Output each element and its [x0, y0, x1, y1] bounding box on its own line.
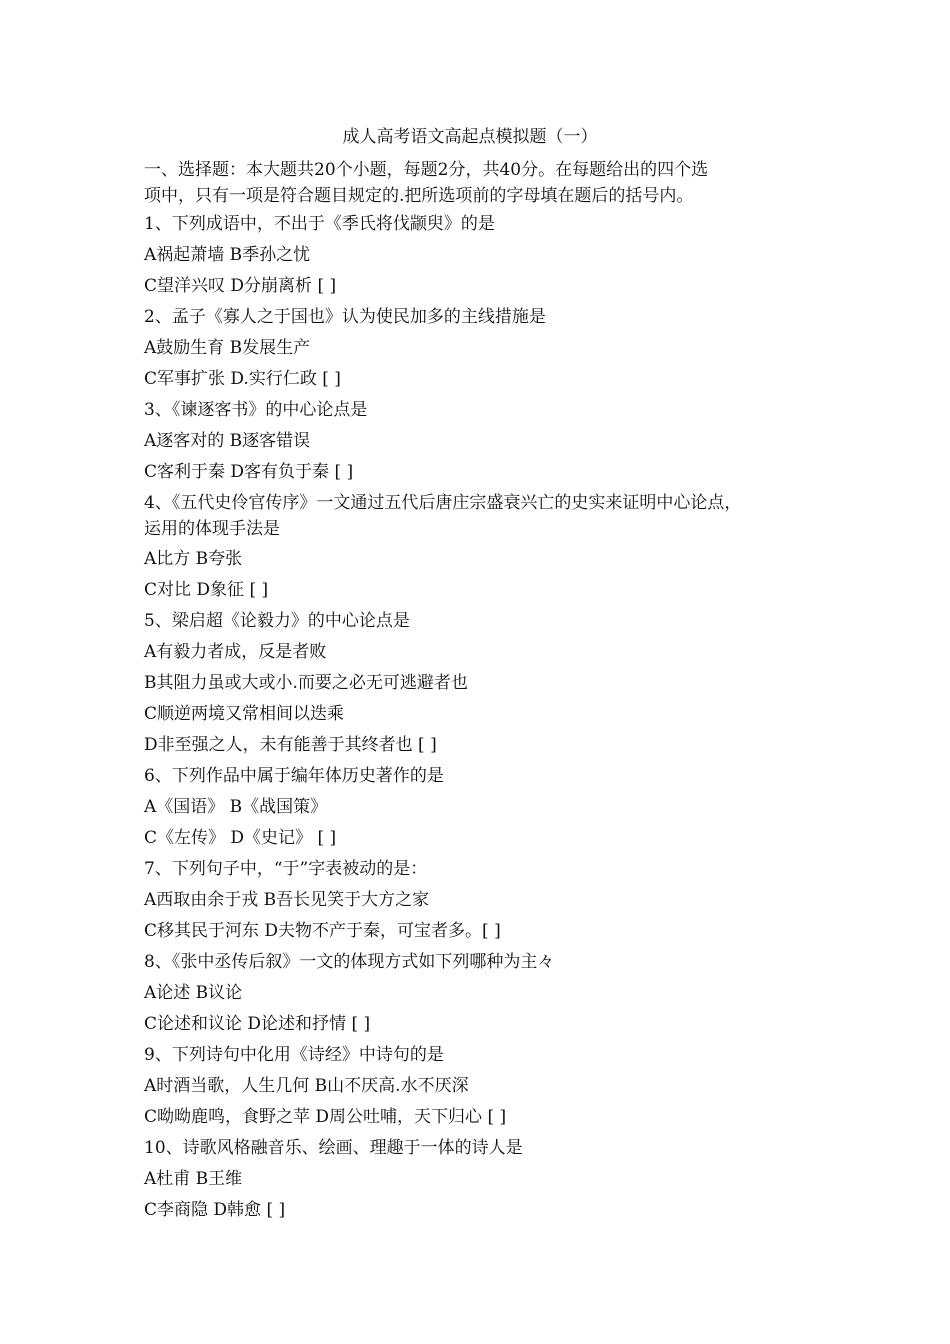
text-line: A鼓励生育 B发展生产 [144, 338, 311, 358]
text-line: 一、选择题：本大题共20个小题，每题2分，共40分。在每题给出的四个选 [144, 160, 709, 180]
text-line: 6、下列作品中属于编年体历史著作的是 [144, 766, 444, 786]
text-line: A祸起萧墙 B季孙之忧 [144, 245, 311, 265]
text-line: A比方 B夸张 [144, 549, 243, 569]
text-line: C呦呦鹿鸣，食野之苹 D周公吐哺，天下归心 [ ] [144, 1107, 507, 1127]
text-line: 10、诗歌风格融音乐、绘画、理趣于一体的诗人是 [144, 1138, 523, 1158]
text-line: A论述 B议论 [144, 983, 243, 1003]
text-line: C客利于秦 D客有负于秦 [ ] [144, 462, 354, 482]
text-line: C望洋兴叹 D分崩离析 [ ] [144, 276, 337, 296]
text-line: A《国语》 B《战国策》 [144, 797, 328, 817]
text-line: A西取由余于戎 B吾长见笑于大方之家 [144, 890, 430, 910]
text-line: 4、《五代史伶官传序》一文通过五代后唐庄宗盛衰兴亡的史实来证明中心论点， [144, 493, 742, 513]
text-line: B其阻力虽或大或小.而要之必无可逃避者也 [144, 673, 468, 693]
text-line: 5、梁启超《论毅力》的中心论点是 [144, 611, 410, 631]
text-line: 7、下列句子中，“于”字表被动的是： [144, 859, 428, 879]
text-line: C论述和议论 D论述和抒情 [ ] [144, 1014, 371, 1034]
document-title: 成人高考语文高起点模拟题（一） [342, 127, 598, 147]
text-line: 3、《谏逐客书》的中心论点是 [144, 400, 368, 420]
text-line: C李商隐 D韩愈 [ ] [144, 1200, 286, 1220]
text-line: C移其民于河东 D夫物不产于秦，可宝者多。[ ] [144, 921, 501, 941]
text-line: 8、《张中丞传后叙》一文的体现方式如下列哪种为主々 [144, 952, 555, 972]
text-line: C军事扩张 D.实行仁政 [ ] [144, 369, 341, 389]
text-line: A有毅力者成，反是者败 [144, 642, 327, 662]
text-line: 项中，只有一项是符合题目规定的.把所选项前的字母填在题后的括号内。 [144, 186, 694, 206]
text-line: C顺逆两境又常相间以迭乘 [144, 704, 345, 724]
text-line: 运用的体现手法是 [144, 519, 280, 539]
text-line: A逐客对的 B逐客错误 [144, 431, 311, 451]
text-line: D非至强之人，未有能善于其终者也 [ ] [144, 735, 437, 755]
text-line: A时酒当歌，人生几何 B山不厌高.水不厌深 [144, 1076, 469, 1096]
text-line: C对比 D象征 [ ] [144, 580, 269, 600]
text-line: 1、下列成语中，不出于《季氏将伐颛臾》的是 [144, 214, 495, 234]
text-line: 9、下列诗句中化用《诗经》中诗句的是 [144, 1045, 444, 1065]
text-line: 2、孟子《寡人之于国也》认为使民加多的主线措施是 [144, 307, 546, 327]
text-line: A杜甫 B王维 [144, 1169, 243, 1189]
text-line: C《左传》 D《史记》 [ ] [144, 828, 337, 848]
